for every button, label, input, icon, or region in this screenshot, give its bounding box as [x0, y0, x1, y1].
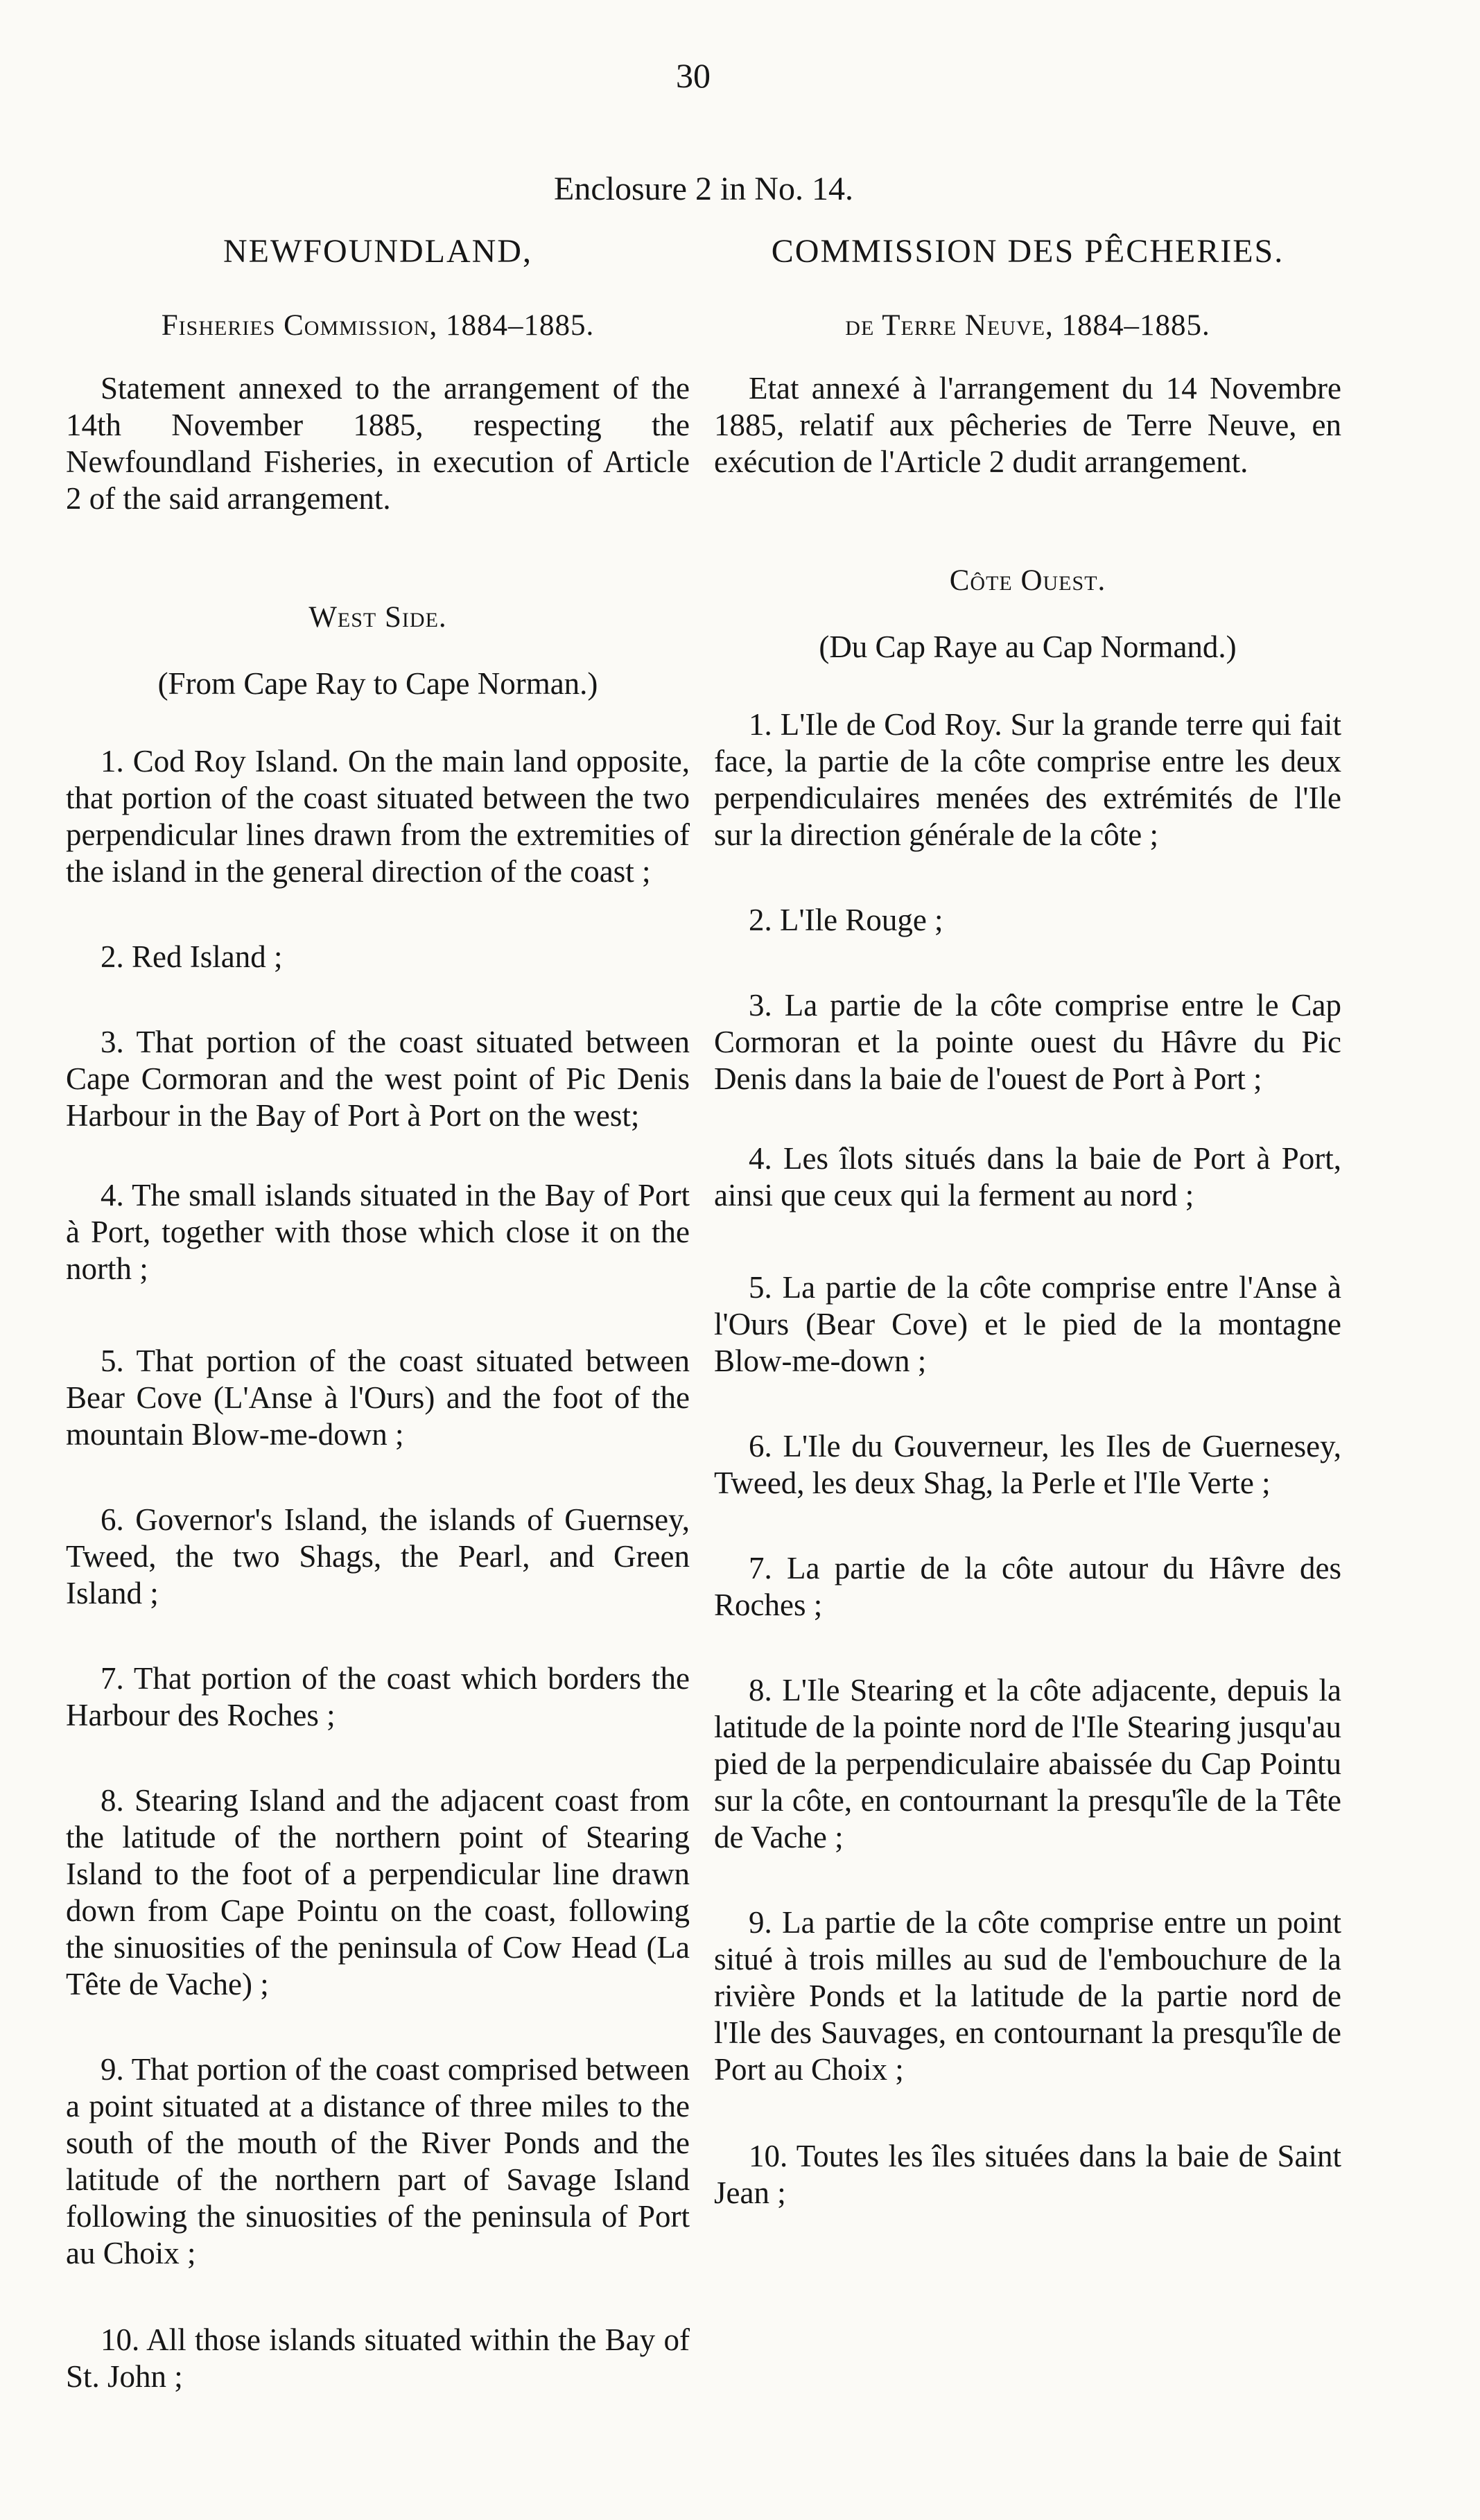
french-subheading: de Terre Neuve, 1884–1885. — [845, 309, 1210, 342]
french-item-5: 5. La partie de la côte comprise entre l'Anse à l'Ours (Bear Cove) et le pied de la montagne Blow-me-down ; — [714, 1270, 1341, 1378]
french-column — [714, 232, 1341, 2211]
page-number: 30 — [676, 56, 711, 95]
english-item-10: 10. All those islands situated within the Bay of St. John ; — [66, 2322, 690, 2394]
english-subheading: Fisheries Commission, 1884–1885. — [161, 309, 595, 342]
french-item-1: 1. L'Ile de Cod Roy. Sur la grande terre qui fait face, la partie de la côte comprise entre les deux perpendiculaires menées des extrémités de l'Ile sur la direction générale de la côte ; — [714, 707, 1341, 852]
english-item-2: 2. Red Island ; — [101, 939, 283, 974]
english-column — [66, 232, 690, 2395]
french-item-2: 2. L'Ile Rouge ; — [749, 903, 943, 937]
french-item-9: 9. La partie de la côte comprise entre un point situé à trois milles au sud de l'embouchure de la rivière Ponds et la latitude de la partie nord de l'Ile des Sauvages, en contournant la presqu'île de Port au Choix ; — [714, 1905, 1341, 2087]
enclosure-caption: Enclosure 2 in No. 14. — [554, 171, 853, 207]
english-item-3: 3. That portion of the coast situated between Cape Cormoran and the west point of Pic Denis Harbour in the Bay of Port à Port on the west; — [66, 1025, 690, 1133]
english-section-title: West Side. — [308, 601, 447, 634]
french-item-10: 10. Toutes les îles situées dans la baie de Saint Jean ; — [714, 2139, 1341, 2210]
french-item-8: 8. L'Ile Stearing et la côte adjacente, depuis la latitude de la pointe nord de l'Ile Stearing jusqu'au pied de la perpendiculaire abaissée du Cap Pointu sur la côte, en contournant la presqu'île de la Tête de Vache ; — [714, 1673, 1341, 1854]
english-item-6: 6. Governor's Island, the islands of Guernsey, Tweed, the two Shags, the Pearl, and Green Island ; — [66, 1502, 690, 1610]
english-heading: NEWFOUNDLAND, — [223, 233, 532, 270]
french-item-7: 7. La partie de la côte autour du Hâvre des Roches ; — [714, 1551, 1341, 1622]
english-item-7: 7. That portion of the coast which borders the Harbour des Roches ; — [66, 1661, 690, 1732]
english-item-9: 9. That portion of the coast comprised between a point situated at a distance of three miles to the south of the mouth of the River Ponds and the latitude of the northern part of Savage Island following the sinuosities of the peninsula of Port au Choix ; — [66, 2052, 690, 2270]
french-heading: COMMISSION DES PÊCHERIES. — [771, 233, 1285, 270]
french-section-title: Côte Ouest. — [949, 564, 1106, 597]
french-section-range: (Du Cap Raye au Cap Normand.) — [819, 629, 1237, 664]
english-intro: Statement annexed to the arrangement of the 14th November 1885, respecting the Newfoundland Fisheries, in execution of Article 2 of the said arrangement. — [66, 371, 690, 516]
french-item-3: 3. La partie de la côte comprise entre le Cap Cormoran et la pointe ouest du Hâvre du Pic Denis dans la baie de l'ouest de Port à Port ; — [714, 988, 1341, 1096]
french-item-4: 4. Les îlots situés dans la baie de Port à Port, ainsi que ceux qui la ferment au nord ; — [714, 1141, 1341, 1213]
french-intro: Etat annexé à l'arrangement du 14 Novembre 1885, relatif aux pêcheries de Terre Neuve, en exécution de l'Article 2 dudit arrangement. — [714, 371, 1341, 479]
french-item-6: 6. L'Ile du Gouverneur, les Iles de Guernesey, Tweed, les deux Shag, la Perle et l'Ile Verte ; — [714, 1429, 1341, 1500]
english-section-range: (From Cape Ray to Cape Norman.) — [157, 666, 598, 701]
english-item-5: 5. That portion of the coast situated between Bear Cove (L'Anse à l'Ours) and the foot of the mountain Blow-me-down ; — [66, 1344, 690, 1452]
english-item-1: 1. Cod Roy Island. On the main land opposite, that portion of the coast situated between the two perpendicular lines drawn from the extremities of the island in the general direction of the coast ; — [66, 744, 690, 889]
english-item-4: 4. The small islands situated in the Bay of Port à Port, together with those which close it on the north ; — [66, 1178, 690, 1286]
english-item-8: 8. Stearing Island and the adjacent coast from the latitude of the northern point of Stearing Island to the foot of a perpendicular line drawn down from Cape Pointu on the coast, following the sinuosities of the peninsula of Cow Head (La Tête de Vache) ; — [66, 1783, 690, 2001]
